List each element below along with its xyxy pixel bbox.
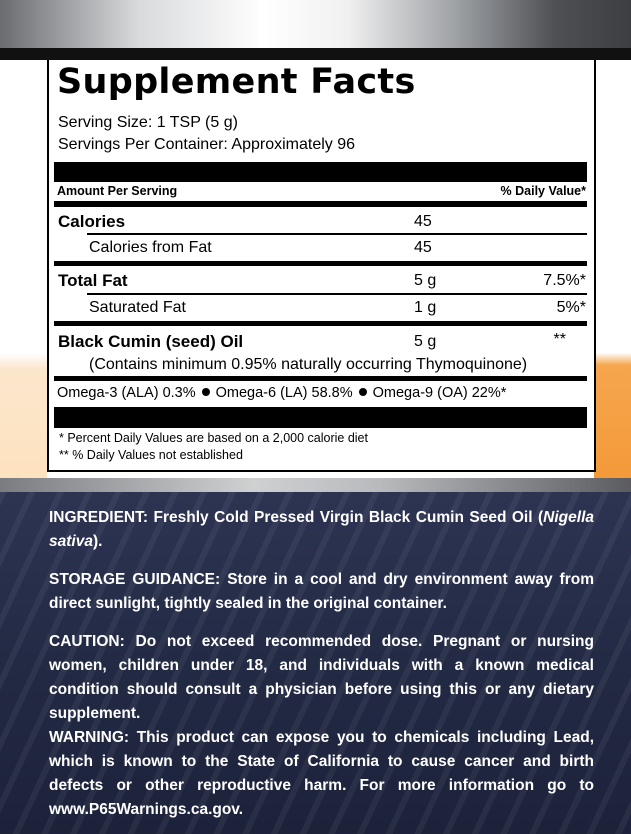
black-cumin-label: Black Cumin (seed) Oil: [58, 332, 244, 351]
top-metallic-band: [0, 0, 631, 48]
top-black-band: [0, 48, 631, 60]
header-divider: [54, 201, 587, 207]
ingredient-latin-name: Nigella sativa: [49, 509, 594, 550]
total-fat-dv: 7.5%*: [543, 272, 586, 289]
ingredient-end: ).: [92, 533, 103, 550]
ingredient-paragraph: [49, 506, 594, 554]
info-section: [0, 492, 631, 834]
calories-label: Calories: [58, 212, 126, 231]
thick-divider: [54, 408, 587, 428]
daily-value-header: % Daily Value*: [500, 184, 586, 198]
omega-row: [57, 385, 506, 401]
omega6-value: Omega-6 (LA) 58.8%: [215, 385, 353, 401]
calories-amount: 45: [414, 213, 432, 230]
total-fat-amount: 5 g: [414, 272, 437, 289]
left-side-panel: [0, 60, 47, 478]
row-divider: [87, 233, 587, 235]
saturated-fat-amount: 1 g: [414, 299, 437, 316]
thick-divider: [54, 162, 587, 182]
caution-paragraph: [49, 630, 594, 726]
servings-per-container: Servings Per Container: Approximately 96: [58, 136, 356, 153]
caution-text: Do not exceed recommended dose. Pregnant or nursing women, children under 18, and individuals with a known medical condition should consult a physician before using this or any dietary supplement.: [49, 633, 594, 722]
omega9-value: Omega-9 (OA) 22%*: [372, 385, 507, 401]
warning-heading: WARNING:: [49, 729, 130, 746]
warning-paragraph: [49, 726, 594, 822]
footnote-not-established: ** % Daily Values not established: [59, 448, 243, 462]
middle-metallic-band: [0, 478, 631, 492]
warning-text: This product can expose you to chemicals including Lead, which is known to the State of California to cause cancer and birth defects or other reproductive harm. For more information go to www.P65Warnings.ca.gov.: [49, 729, 594, 818]
omega3-value: Omega-3 (ALA) 0.3%: [57, 385, 196, 401]
ingredient-heading: INGREDIENT:: [49, 509, 149, 526]
facts-title: Supplement Facts: [57, 62, 416, 102]
storage-text: Store in a cool and dry environment away from direct sunlight, tightly sealed in the original container.: [49, 571, 594, 612]
amount-per-serving-label: Amount Per Serving: [57, 184, 178, 198]
black-cumin-amount: 5 g: [414, 333, 437, 350]
section-divider: [54, 261, 587, 266]
calories-from-fat-label: Calories from Fat: [89, 239, 212, 256]
calories-from-fat-amount: 45: [414, 239, 432, 256]
saturated-fat-label: Saturated Fat: [89, 299, 186, 316]
saturated-fat-dv: 5%*: [556, 299, 586, 316]
thymoquinone-note: (Contains minimum 0.95% naturally occurring Thymoquinone): [89, 356, 528, 373]
right-side-panel: [594, 60, 631, 478]
total-fat-label: Total Fat: [58, 271, 128, 290]
supplement-facts-panel: [47, 60, 596, 472]
bullet-icon: [359, 388, 367, 396]
black-cumin-dv: **: [553, 331, 566, 348]
bullet-icon: [202, 388, 210, 396]
caution-heading: CAUTION:: [49, 633, 125, 650]
storage-paragraph: [49, 568, 594, 616]
serving-size: Serving Size: 1 TSP (5 g): [58, 114, 238, 131]
row-divider: [87, 293, 587, 295]
storage-heading: STORAGE GUIDANCE:: [49, 571, 221, 588]
section-divider: [54, 376, 587, 381]
ingredient-text: Freshly Cold Pressed Virgin Black Cumin Seed Oil (: [153, 509, 544, 526]
section-divider: [54, 321, 587, 326]
footnote-daily-values: * Percent Daily Values are based on a 2,000 calorie diet: [59, 431, 368, 445]
